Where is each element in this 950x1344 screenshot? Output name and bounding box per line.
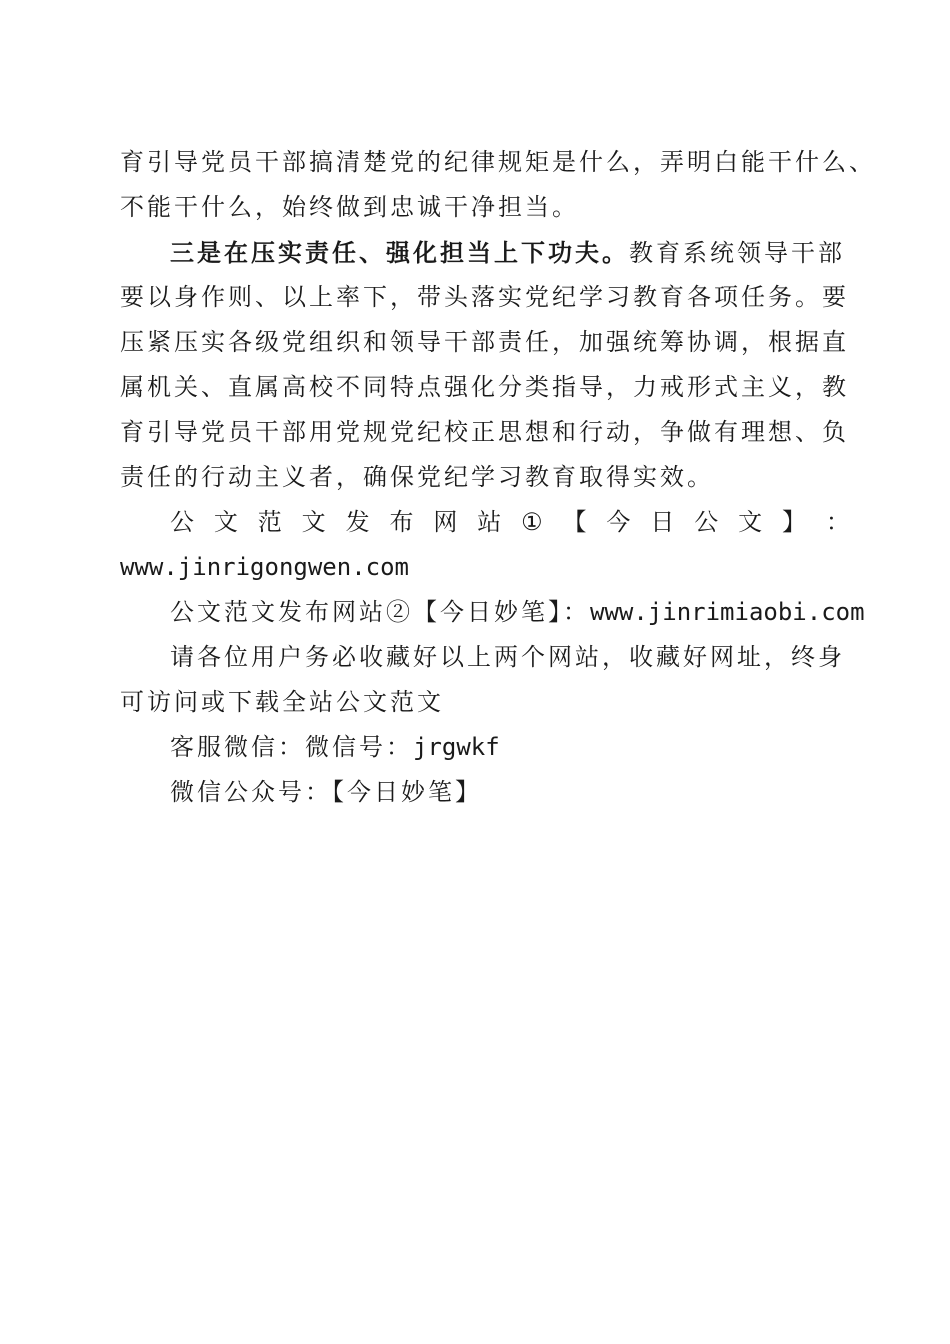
site1-url[interactable]: www.jinrigongwen.com <box>120 553 409 581</box>
paragraph-line <box>120 230 845 275</box>
notice-line: 请各位用户务必收藏好以上两个网站，收藏好网址，终身 <box>170 643 845 671</box>
site1-label-char: ① <box>521 508 543 536</box>
site1-label-char: 布 <box>389 508 414 536</box>
section-heading: 三是在压实责任、强化担当上下功夫。 <box>170 238 629 267</box>
site1-label-char: 范 <box>257 508 282 536</box>
site1-label-char: 今 <box>606 508 631 536</box>
wechat-service-id: jrgwkf <box>413 733 500 761</box>
wechat-public-line: 微信公众号：【今日妙笔】 <box>170 778 482 806</box>
site2-url[interactable]: www.jinrimiaobi.com <box>590 598 865 626</box>
site1-label-char: 公 <box>170 508 194 536</box>
paragraph-line: 属机关、直属高校不同特点强化分类指导，力戒形式主义，教 <box>120 373 849 401</box>
document-body <box>120 140 876 815</box>
site2-label: 公文范文发布网站②【今日妙笔】： <box>170 598 590 626</box>
site1-label-char: 日 <box>650 508 675 536</box>
site1-label-char: ： <box>825 508 850 536</box>
paragraph-line: 压紧压实各级党组织和领导干部责任，加强统筹协调，根据直 <box>120 328 849 356</box>
site2-line <box>120 590 865 635</box>
wechat-service-label: 客服微信：微信号： <box>170 733 413 761</box>
site1-label-char: 发 <box>345 508 370 536</box>
site1-label-char: 【 <box>562 508 587 536</box>
paragraph-line: 不能干什么，始终做到忠诚干净担当。 <box>120 193 579 221</box>
site1-label-char: 文 <box>301 508 326 536</box>
paragraph-line: 责任的行动主义者，确保党纪学习教育取得实效。 <box>120 463 714 491</box>
site1-label <box>170 500 850 545</box>
paragraph-line: 育引导党员干部搞清楚党的纪律规矩是什么，弄明白能干什么、 <box>120 148 876 176</box>
site1-label-char: 公 <box>694 508 719 536</box>
wechat-service-line <box>120 725 820 770</box>
site1-label-char: 】 <box>781 508 806 536</box>
notice-line: 可访问或下载全站公文范文 <box>120 688 444 716</box>
site1-line <box>120 500 850 545</box>
site1-label-char: 网 <box>433 508 458 536</box>
site1-label-char: 文 <box>738 508 763 536</box>
paragraph-line: 育引导党员干部用党规党纪校正思想和行动，争做有理想、负 <box>120 418 849 446</box>
paragraph-line: 要以身作则、以上率下，带头落实党纪学习教育各项任务。要 <box>120 283 849 311</box>
site1-label-char: 文 <box>213 508 238 536</box>
paragraph-text: 教育系统领导干部 <box>629 239 845 267</box>
site1-label-char: 站 <box>477 508 502 536</box>
